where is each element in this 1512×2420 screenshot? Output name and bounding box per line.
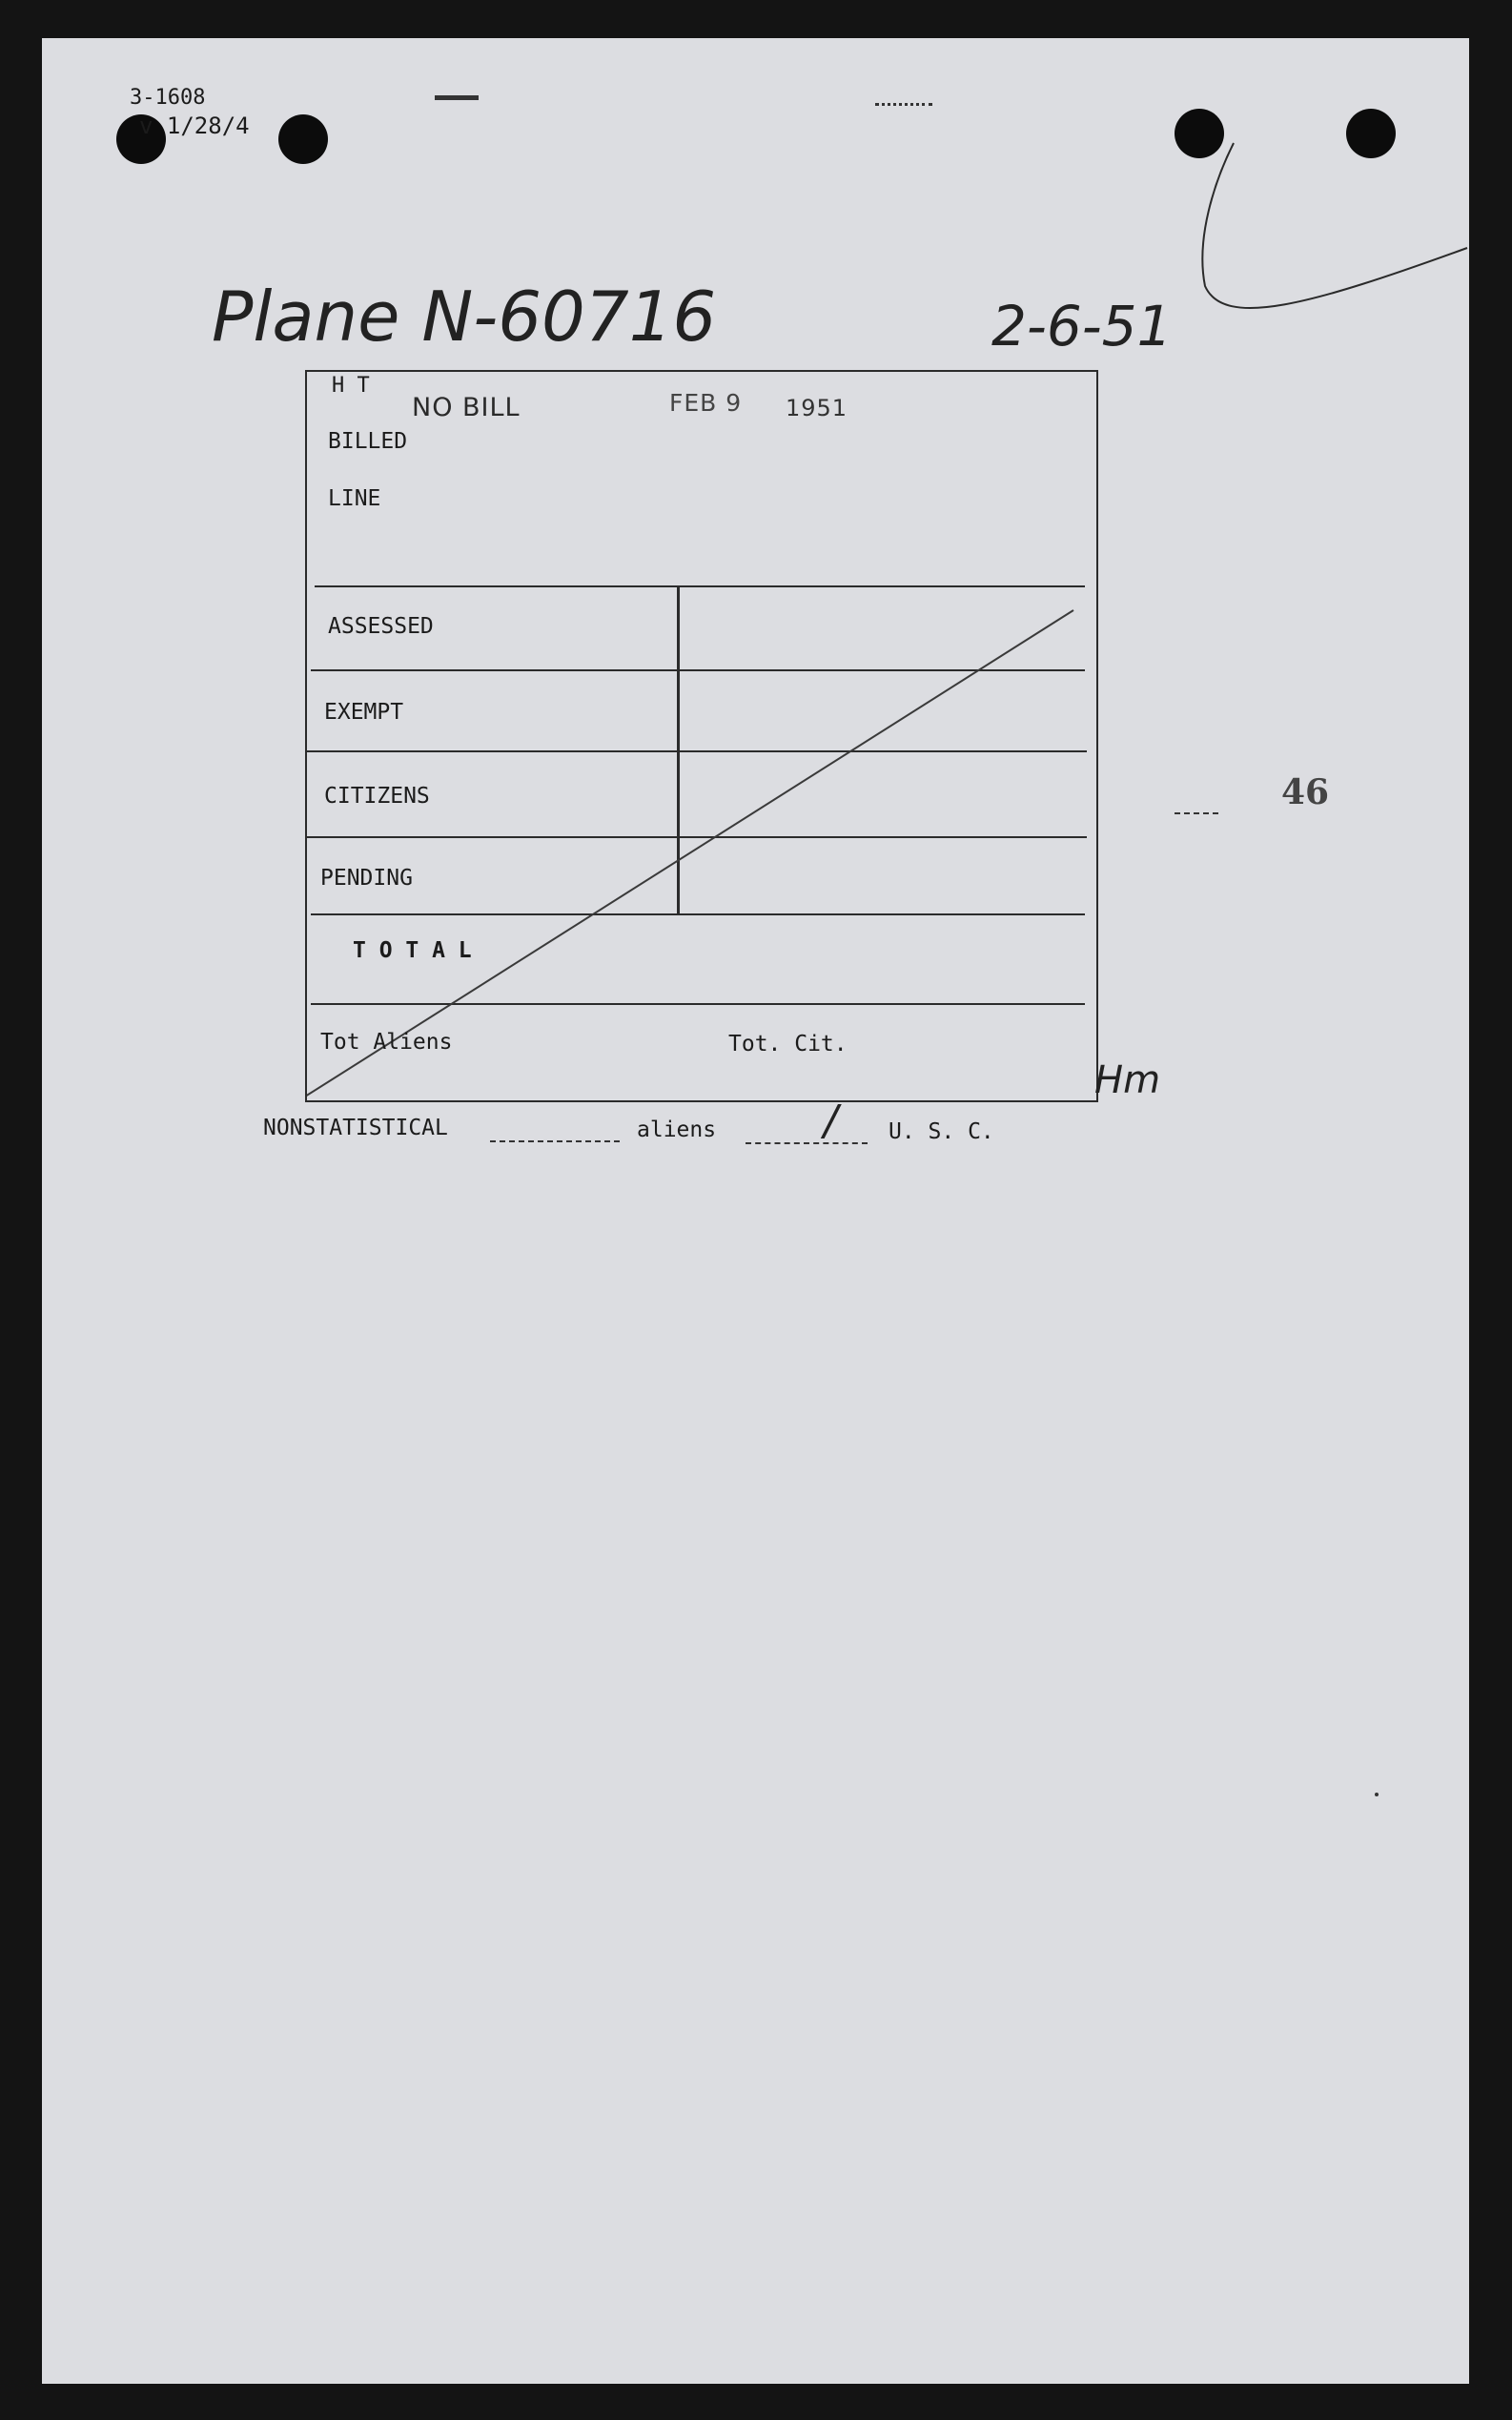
stray-mark <box>435 95 479 100</box>
field-line: LINE <box>328 486 381 511</box>
plane-number-handwritten: Plane N-60716 <box>212 277 717 357</box>
field-billed: BILLED <box>328 429 408 454</box>
stamp-no-bill: NO BILL <box>412 393 521 422</box>
check-mark-icon <box>1195 133 1472 343</box>
field-tot-aliens: Tot Aliens <box>320 1030 453 1055</box>
nonstatistical-label: NONSTATISTICAL <box>263 1116 448 1140</box>
usc-label: U. S. C. <box>889 1119 994 1144</box>
field-pending: PENDING <box>320 866 413 891</box>
entry-form-box <box>305 370 1098 1102</box>
speck <box>1375 1793 1379 1796</box>
nonstatistical-blank <box>490 1140 620 1142</box>
field-total: T O T A L <box>353 938 472 963</box>
field-ht: H T <box>332 374 370 398</box>
us-count-handwritten: / <box>824 1097 838 1145</box>
punch-hole-left-2 <box>278 114 328 164</box>
aliens-label: aliens <box>637 1118 717 1142</box>
field-tot-cit: Tot. Cit. <box>728 1032 848 1056</box>
margin-dash <box>1175 812 1218 814</box>
margin-number: 46 <box>1281 772 1330 812</box>
initials-handwritten: Hm <box>1094 1058 1161 1102</box>
form-number: 3-1608 <box>130 86 206 110</box>
stamp-date: FEB 9 <box>669 389 743 417</box>
aliens-blank <box>746 1142 868 1144</box>
stray-mark <box>875 103 932 109</box>
field-citizens: CITIZENS <box>324 784 430 809</box>
strike-through-line <box>307 372 1096 1100</box>
form-revision: v 1/28/4 <box>139 113 250 139</box>
document-page <box>42 38 1469 2384</box>
date-handwritten: 2-6-51 <box>991 294 1173 359</box>
field-assessed: ASSESSED <box>328 614 434 639</box>
stamp-year: 1951 <box>786 395 848 421</box>
field-exempt: EXEMPT <box>324 700 404 725</box>
